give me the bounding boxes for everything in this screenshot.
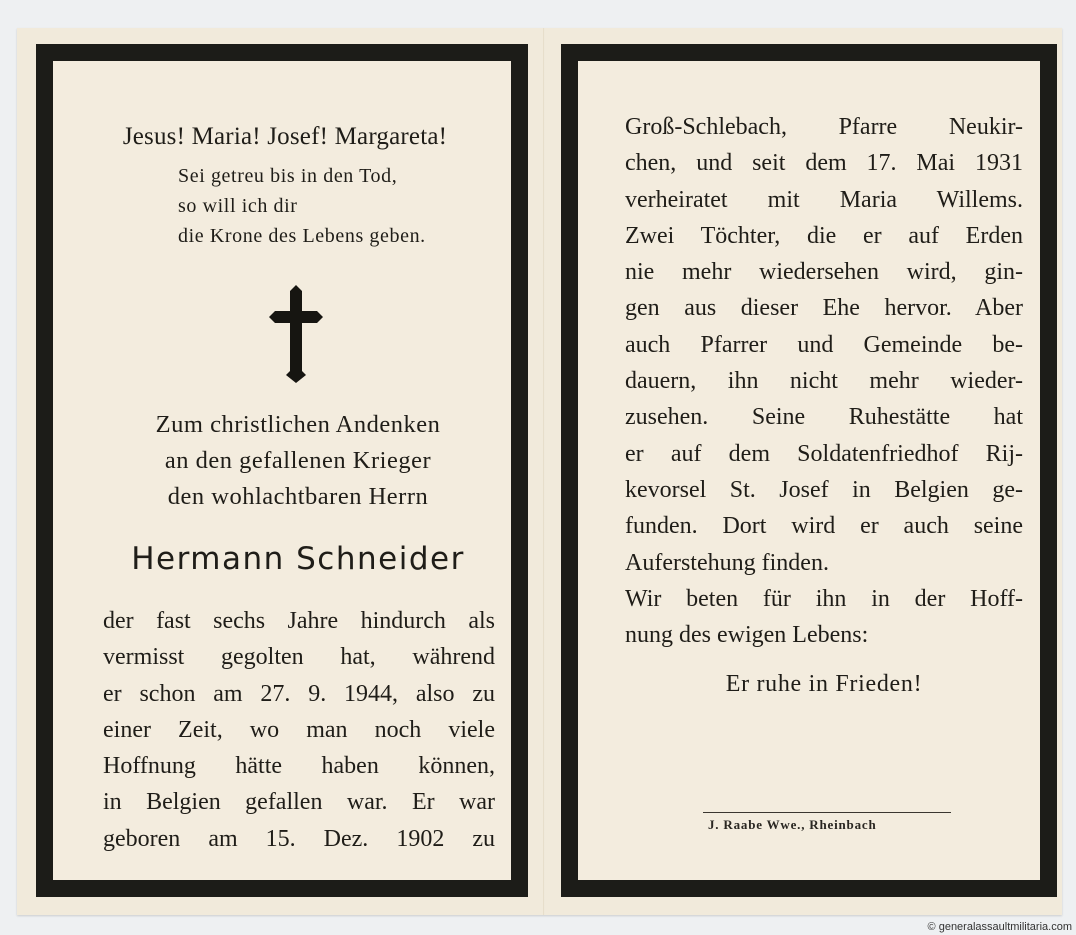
text-line: verheiratet mit Maria Willems. xyxy=(625,186,1023,213)
text-line: Groß-Schlebach, Pfarre Neukir- xyxy=(625,114,1023,140)
text-line: geboren am 15. Dez. 1902 zu xyxy=(103,825,495,852)
text-line: Auferstehung finden. xyxy=(625,549,829,576)
text-line: chen, und seit dem 17. Mai 1931 xyxy=(625,150,1023,177)
text-line: kevorsel St. Josef in Belgien ge- xyxy=(625,476,1023,503)
text-line: dauern, ihn nicht mehr wieder- xyxy=(625,368,1023,395)
right-page-frame xyxy=(561,44,1057,897)
text-line: einer Zeit, wo man noch viele xyxy=(103,716,495,743)
deceased-name: Hermann Schneider xyxy=(131,541,465,577)
text-line: der fast sechs Jahre hindurch als xyxy=(103,608,495,634)
dedication-line: an den gefallenen Krieger xyxy=(164,447,432,474)
printer-imprint: J. Raabe Wwe., Rheinbach xyxy=(708,817,877,832)
text-line: er schon am 27. 9. 1944, also zu xyxy=(103,680,495,707)
text-line: Zwei Töchter, die er auf Erden xyxy=(625,222,1023,249)
watermark: © generalassaultmilitaria.com xyxy=(927,921,1072,933)
closing-prayer: Er ruhe in Frieden! xyxy=(725,671,923,697)
text-line: er auf dem Soldatenfriedhof Rij- xyxy=(625,440,1023,467)
text-line: Hoffnung hätte haben können, xyxy=(103,753,495,780)
text-line: funden. Dort wird er auch seine xyxy=(625,513,1023,540)
text-line: in Belgien gefallen war. Er war xyxy=(103,789,495,816)
left-page-frame xyxy=(36,44,528,897)
text-line: gen aus dieser Ehe hervor. Aber xyxy=(625,295,1023,322)
verse-line: die Krone des Lebens geben. xyxy=(178,225,426,247)
verse-line: Sei getreu bis in den Tod, xyxy=(178,165,398,187)
text-line: Wir beten für ihn in der Hoff- xyxy=(625,585,1023,612)
biography-right xyxy=(625,109,1023,653)
invocation-heading: Jesus! Maria! Josef! Margareta! xyxy=(122,123,448,150)
latin-cross-icon xyxy=(267,283,325,383)
text-line: zusehen. Seine Ruhestätte hat xyxy=(625,404,1023,431)
text-line: nung des ewigen Lebens: xyxy=(625,622,869,649)
dedication-line: den wohlachtbaren Herrn xyxy=(167,483,429,510)
text-line: nie mehr wiedersehen wird, gin- xyxy=(625,259,1023,286)
verse-line: so will ich dir xyxy=(178,195,298,217)
text-line: vermisst gegolten hat, während xyxy=(103,644,495,671)
bible-verse xyxy=(178,161,426,251)
printer-divider xyxy=(703,812,951,813)
card-fold xyxy=(543,28,545,915)
biography-left xyxy=(103,603,495,857)
dedication-line: Zum christlichen Andenken xyxy=(155,411,441,438)
memorial-dedication xyxy=(83,407,513,515)
text-line: auch Pfarrer und Gemeinde be- xyxy=(625,331,1023,358)
